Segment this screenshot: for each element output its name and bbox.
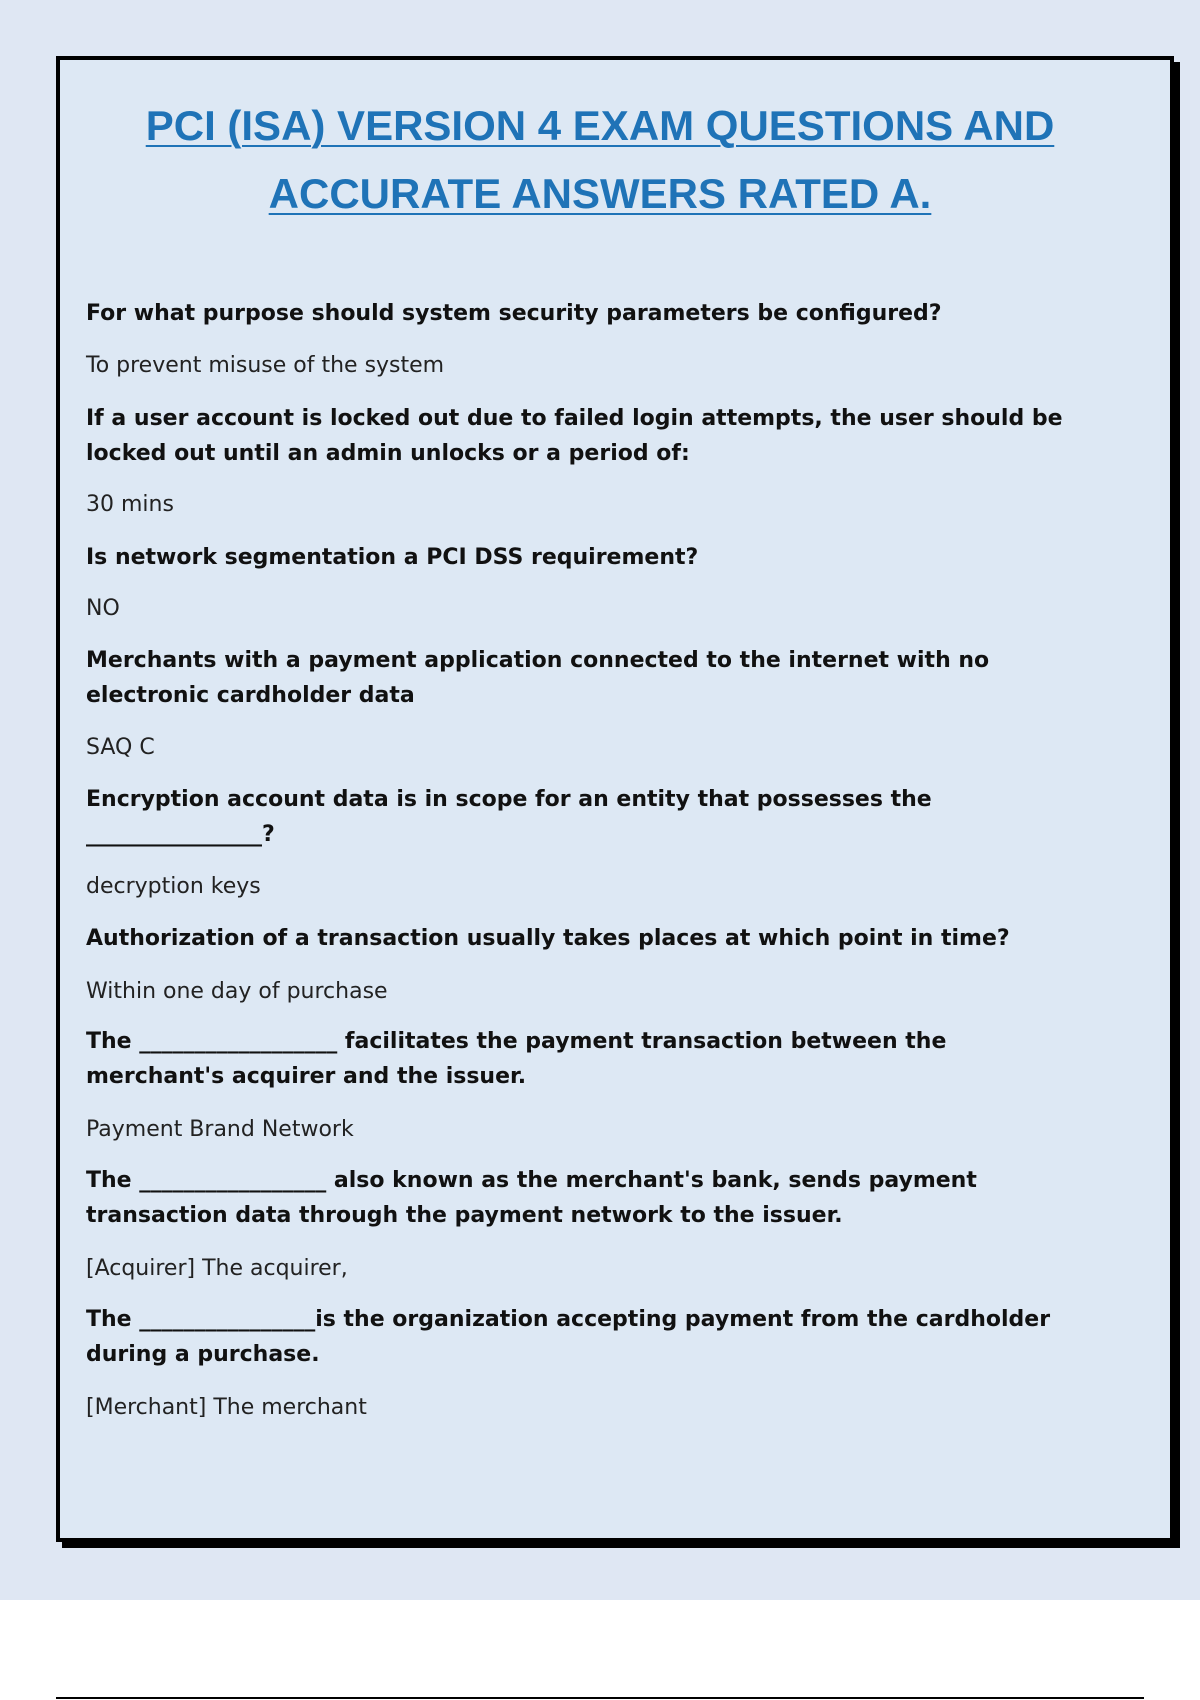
answer-3: NO (86, 596, 120, 621)
answer-4: SAQ C (86, 735, 155, 760)
document-title (0, 92, 1200, 228)
answer-8: [Acquirer] The acquirer, (86, 1256, 348, 1281)
question-8: The _________________ also known as the merchant's bank, sends payment transaction data through the payment network to the issuer. (86, 1168, 977, 1228)
question-7: The __________________ facilitates the payment transaction between the merchant's acquirer and the issuer. (86, 1029, 947, 1089)
title-line-1: PCI (ISA) VERSION 4 EXAM QUESTIONS AND (145, 102, 1055, 149)
question-6: Authorization of a transaction usually takes places at which point in time? (86, 926, 1010, 951)
answer-9: [Merchant] The merchant (86, 1395, 367, 1420)
question-4: Merchants with a payment application connected to the internet with no electronic cardholder data (86, 648, 990, 708)
question-9: The ________________is the organization accepting payment from the cardholder during a purchase. (86, 1307, 1051, 1367)
answer-6: Within one day of purchase (86, 979, 388, 1004)
question-1: For what purpose should system security parameters be configured? (86, 301, 942, 326)
answer-1: To prevent misuse of the system (86, 353, 445, 378)
answer-5: decryption keys (86, 874, 261, 899)
question-2: If a user account is locked out due to failed login attempts, the user should be locked out until an admin unlocks or a period of: (86, 406, 1063, 466)
page-bottom-rule (56, 1697, 1144, 1699)
question-5: Encryption account data is in scope for an entity that possesses the ________________? (86, 787, 932, 847)
question-3: Is network segmentation a PCI DSS requirement? (86, 545, 699, 570)
answer-2: 30 mins (86, 492, 174, 517)
title-line-2: ACCURATE ANSWERS RATED A. (268, 170, 932, 217)
answer-7: Payment Brand Network (86, 1117, 354, 1142)
